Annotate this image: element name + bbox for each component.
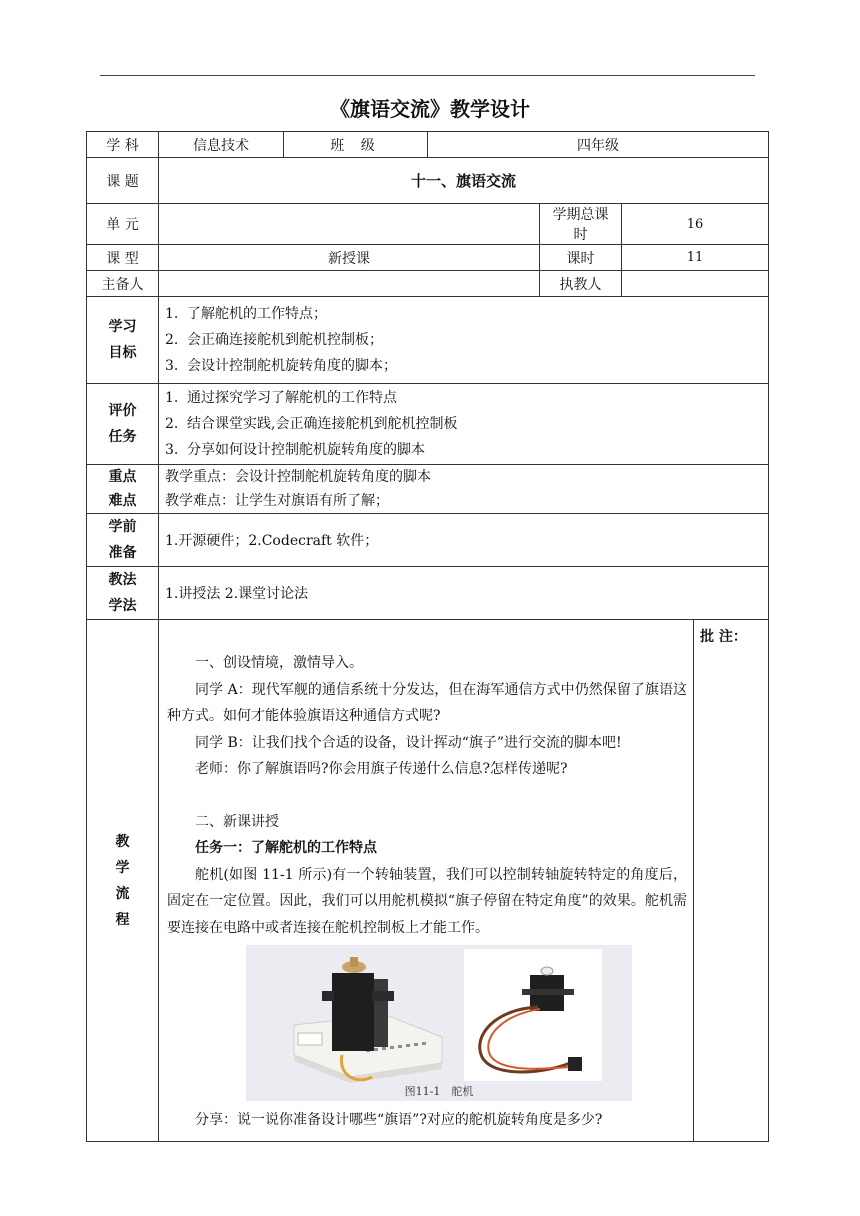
servo-with-cable-image bbox=[464, 949, 602, 1081]
servo-description: 舵机(如图 11-1 所示)有一个转轴装置，我们可以控制转轴旋转特定的角度后，固定在一定位置。因此，我们可以用舵机模拟“旗子停留在特定角度”的效果。舵机需要连接在电路中或者连接在舵机控制板上才能工作。 bbox=[167, 866, 688, 936]
row-preparer bbox=[87, 271, 769, 297]
notes-column bbox=[694, 620, 769, 1142]
difficulty-text: 教学难点：让学生对旗语有所了解； bbox=[165, 493, 389, 509]
dialogue-b: 同学 B：让我们找个合适的设备，设计挥动“旗子”进行交流的脚本吧! bbox=[195, 734, 622, 751]
row-assessment bbox=[87, 384, 769, 465]
row-topic bbox=[87, 158, 769, 204]
process-label: 教 学 流 程 bbox=[87, 620, 159, 1142]
objective-item: 2. 会正确连接舵机到舵机控制板； bbox=[165, 332, 383, 348]
objective-item: 3. 会设计控制舵机旋转角度的脚本； bbox=[165, 358, 397, 374]
assessment-item: 2. 结合课堂实践,会正确连接舵机到舵机控制板 bbox=[165, 416, 458, 432]
top-rule bbox=[100, 75, 755, 76]
lesson-plan-table bbox=[86, 131, 769, 1142]
share-prompt: 分享：说一说你准备设计哪些“旗语”?对应的舵机旋转角度是多少? bbox=[195, 1112, 603, 1128]
subject-value: 信息技术 bbox=[159, 132, 284, 158]
preparation-label: 学前 准备 bbox=[87, 514, 159, 567]
unit-label: 单 元 bbox=[87, 204, 159, 245]
teacher-label: 执教人 bbox=[540, 271, 622, 297]
methods-content: 1.讲授法 2.课堂讨论法 bbox=[159, 567, 769, 620]
notes-label: 批 注： bbox=[700, 629, 747, 645]
preparation-content: 1.开源硬件；2.Codecraft 软件； bbox=[159, 514, 769, 567]
servo-illustration bbox=[246, 945, 632, 1101]
section-intro-heading: 一、创设情境，激情导入。 bbox=[195, 655, 363, 671]
row-process bbox=[87, 620, 769, 1142]
row-preparation bbox=[87, 514, 769, 567]
task1-heading: 任务一：了解舵机的工作特点 bbox=[195, 840, 377, 856]
class-label: 班 级 bbox=[284, 132, 428, 158]
process-content bbox=[159, 620, 694, 1142]
assessment-label: 评价 任务 bbox=[87, 384, 159, 465]
preparer-value bbox=[159, 271, 540, 297]
total-hours-label: 学期总课时 bbox=[540, 204, 622, 245]
dialogue-teacher: 老师：你了解旗语吗?你会用旗子传递什么信息?怎样传递呢? bbox=[195, 761, 568, 777]
dialogue-a: 同学 A：现代军舰的通信系统十分发达，但在海军通信方式中仍然保留了旗语这种方式。如何才能体验旗语这种通信方式呢? bbox=[167, 681, 688, 724]
teacher-value bbox=[622, 271, 769, 297]
figure-caption: 图11-1 舵机 bbox=[404, 1085, 474, 1098]
type-label: 课 型 bbox=[87, 245, 159, 271]
row-methods bbox=[87, 567, 769, 620]
subject-label: 学 科 bbox=[87, 132, 159, 158]
row-type bbox=[87, 245, 769, 271]
servo-on-board-image bbox=[294, 957, 442, 1083]
assessment-item: 3. 分享如何设计控制舵机旋转角度的脚本 bbox=[165, 442, 425, 458]
objective-item: 1. 了解舵机的工作特点； bbox=[165, 306, 327, 322]
grade-value: 四年级 bbox=[428, 132, 769, 158]
document-title: 《旗语交流》教学设计 bbox=[330, 97, 530, 121]
hours-value: 11 bbox=[622, 245, 769, 271]
row-key-points bbox=[87, 465, 769, 514]
objectives-content bbox=[159, 297, 769, 384]
servo-figure bbox=[246, 945, 632, 1101]
key-point-text: 教学重点：会设计控制舵机旋转角度的脚本 bbox=[165, 469, 431, 485]
hours-label: 课时 bbox=[540, 245, 622, 271]
assessment-content bbox=[159, 384, 769, 465]
row-unit bbox=[87, 204, 769, 245]
preparer-label: 主备人 bbox=[87, 271, 159, 297]
objectives-label: 学习 目标 bbox=[87, 297, 159, 384]
topic-value: 十一、旗语交流 bbox=[159, 158, 769, 204]
topic-label: 课 题 bbox=[87, 158, 159, 204]
row-objectives bbox=[87, 297, 769, 384]
methods-label: 教法 学法 bbox=[87, 567, 159, 620]
key-points-content bbox=[159, 465, 769, 514]
assessment-item: 1. 通过探究学习了解舵机的工作特点 bbox=[165, 390, 397, 406]
row-subject bbox=[87, 132, 769, 158]
total-hours-value: 16 bbox=[622, 204, 769, 245]
unit-value bbox=[159, 204, 540, 245]
type-value: 新授课 bbox=[159, 245, 540, 271]
section-new-lesson-heading: 二、新课讲授 bbox=[195, 813, 279, 830]
key-points-label: 重点 难点 bbox=[87, 465, 159, 514]
